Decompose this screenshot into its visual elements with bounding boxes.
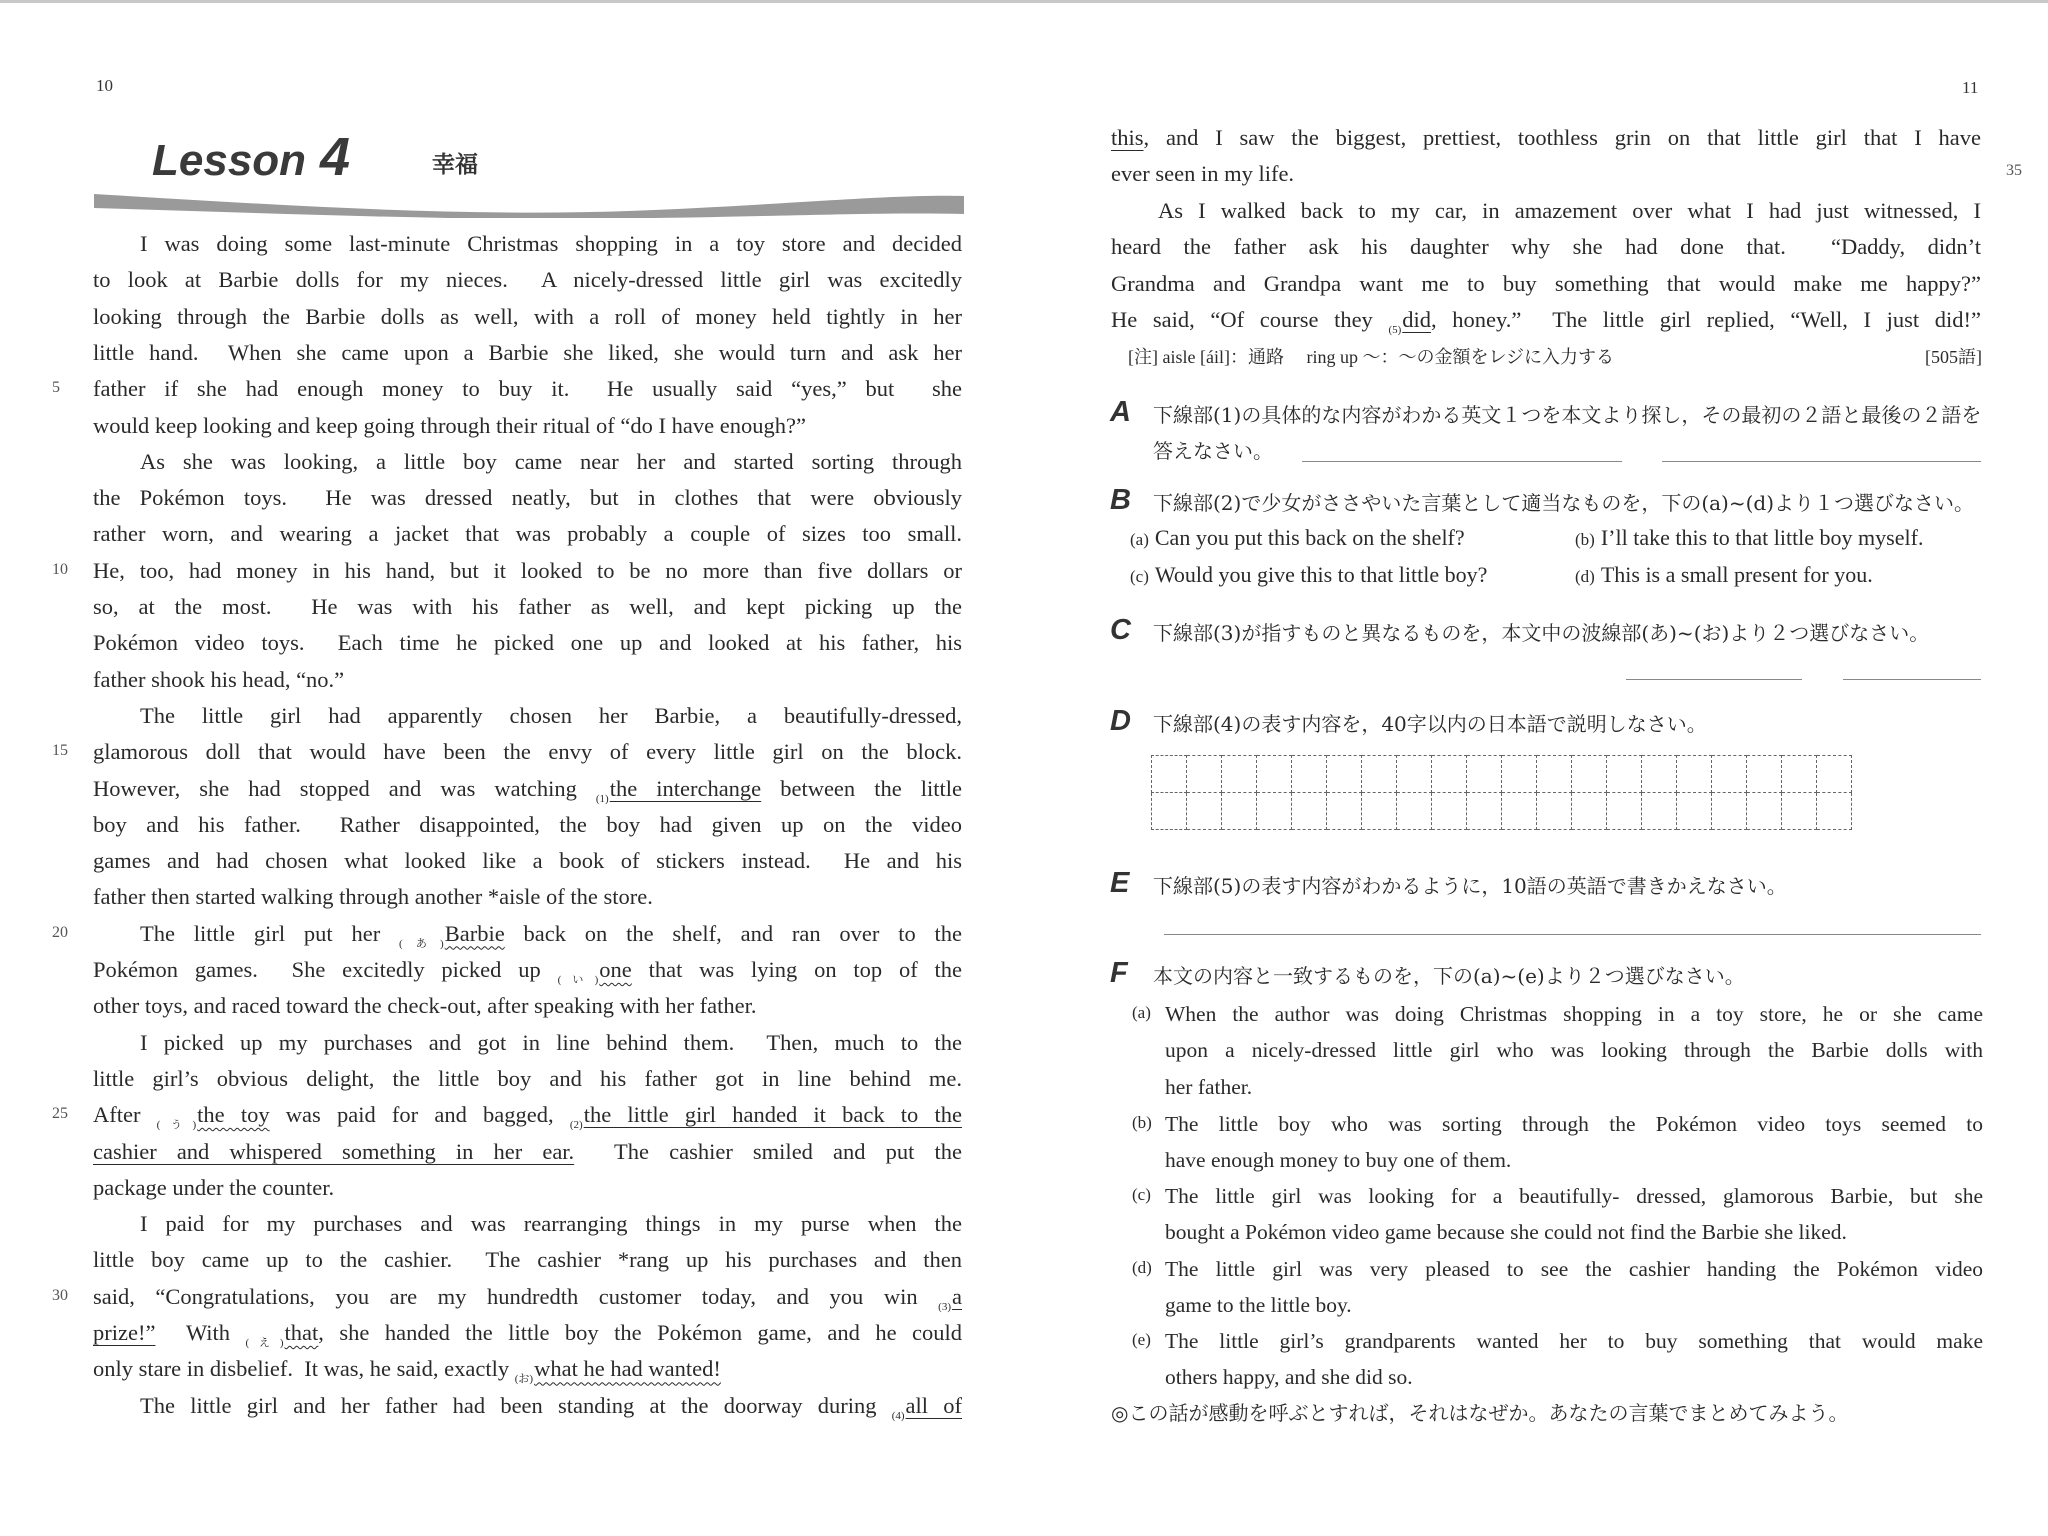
grid-cell[interactable] [1467, 756, 1502, 793]
passage-line [93, 1317, 962, 1349]
grid-cell[interactable] [1747, 756, 1782, 793]
passage-line [93, 1281, 962, 1313]
passage-line [93, 736, 962, 768]
line-number: 35 [2006, 162, 2022, 179]
line-number: 15 [52, 742, 68, 760]
lesson-number: 4 [320, 127, 351, 187]
underlined-text: cashier and whispered something in her ear. [93, 1138, 575, 1164]
grid-cell[interactable] [1607, 793, 1642, 830]
grid-cell[interactable] [1712, 756, 1747, 793]
option-f-d[interactable] [1132, 1253, 1158, 1279]
passage-line [93, 591, 962, 623]
grid-cell[interactable] [1257, 756, 1292, 793]
passage-text: would keep looking and keep going through their ritual of “do I have enough?” [93, 412, 806, 438]
grid-cell[interactable] [1397, 793, 1432, 830]
option-f-b[interactable] [1132, 1108, 1158, 1134]
underline-marker: (4) [891, 1409, 905, 1422]
passage-text: that was lying on top of the [631, 957, 963, 982]
grid-cell[interactable] [1432, 793, 1467, 830]
page-number-right: 11 [1962, 78, 1979, 97]
line-number: 20 [52, 923, 68, 941]
passage-text: glamorous doll that would have been the envy of every little girl on the block. [93, 739, 962, 765]
passage-text: The cashier smiled and put the [574, 1138, 962, 1164]
passage-line [93, 700, 962, 732]
passage-text: boy and his father. Rather disappointed, the boy had given up on the video [93, 811, 962, 837]
grid-cell[interactable] [1467, 793, 1502, 830]
note-text: [注] aisle [áil]：通路 ring up ～：～の金額をレジに入力する [1128, 347, 1614, 367]
passage-line [93, 264, 962, 296]
underline-marker: (あ) [399, 937, 444, 950]
grid-cell[interactable] [1782, 793, 1817, 830]
passage-line [93, 881, 962, 913]
option-text: I’ll take this to that little boy myself. [1600, 525, 1924, 550]
grid-cell[interactable] [1362, 756, 1397, 793]
passage-line [93, 918, 962, 950]
passage-text: As I walked back to my car, in amazement over what I had just witnessed, I [1158, 197, 1981, 223]
passage-line [93, 337, 962, 369]
passage-text: He said, “Of course they [1111, 307, 1389, 332]
grid-cell[interactable] [1572, 793, 1607, 830]
passage-line [93, 990, 962, 1022]
grid-cell[interactable] [1152, 756, 1187, 793]
grid-cell[interactable] [1187, 793, 1222, 830]
answer-grid-40-chars[interactable] [1151, 755, 1852, 830]
passage-line [1111, 304, 1981, 336]
option-b-c[interactable] [1130, 562, 1487, 588]
grid-cell[interactable] [1782, 756, 1817, 793]
grid-cell[interactable] [1222, 793, 1257, 830]
question-e-letter: E [1110, 867, 1130, 899]
grid-cell[interactable] [1747, 793, 1782, 830]
option-label[interactable]: (a) [1132, 1003, 1151, 1022]
passage-line [93, 954, 962, 986]
passage-line [93, 228, 962, 260]
grid-cell[interactable] [1292, 793, 1327, 830]
question-a-text: 下線部(1)の具体的な内容がわかる英文１つを本文より探し，その最初の２語と最後の２語を [1153, 403, 1982, 427]
passage-text: was paid for and bagged, [269, 1102, 570, 1128]
passage-text: games and had chosen what looked like a book of stickers instead. He and his [93, 848, 962, 874]
underline-marker: (え) [245, 1337, 284, 1349]
passage-text: only stare in disbelief. It was, he said, exactly [93, 1356, 515, 1382]
passage-text: the Pokémon toys. He was dressed neatly, but in clothes that were obviously [93, 485, 962, 511]
passage-line [93, 1244, 962, 1276]
passage-line [1111, 268, 1981, 300]
grid-cell[interactable] [1502, 793, 1537, 830]
option-label[interactable]: (c) [1132, 1185, 1151, 1204]
underlined-text: the interchange [609, 775, 762, 801]
option-label: (b) [1575, 530, 1595, 549]
line-number: 5 [52, 379, 60, 397]
option-b-b[interactable] [1575, 525, 1923, 551]
option-text: Can you put this back on the shelf? [1154, 525, 1465, 550]
grid-cell[interactable] [1537, 793, 1572, 830]
answer-line-a-last[interactable] [1662, 461, 1981, 462]
grid-cell[interactable] [1292, 756, 1327, 793]
closing-prompt: ◎この話が感動を呼ぶとすれば，それはなぜか。あなたの言葉でまとめてみよう。 [1111, 1401, 1849, 1425]
passage-text: rather worn, and wearing a jacket that was probably a couple of sizes too small. [93, 521, 962, 547]
answer-line-c-2[interactable] [1843, 679, 1981, 680]
grid-cell[interactable] [1222, 756, 1257, 793]
page-number-left: 10 [96, 76, 113, 95]
underline-marker: (1) [595, 792, 609, 805]
option-text-line: upon a nicely-dressed little girl who was looking through the Barbie dolls with [1165, 1038, 1983, 1063]
passage-text: said, “Congratulations, you are my hundredth customer today, and you win [93, 1283, 939, 1309]
underlined-text: prize!” [93, 1320, 156, 1345]
passage-text: , and I saw the biggest, prettiest, toothless grin on that little girl that I have [1143, 125, 1981, 150]
wavy-underlined-text: that [284, 1320, 319, 1345]
passage-text: As she was looking, a little boy came near her and started sorting through [140, 448, 962, 474]
passage-line [93, 809, 962, 841]
lesson-label: Lesson [152, 136, 307, 185]
passage-line [93, 1136, 962, 1168]
question-a-text-cont: 答えなさい。 [1153, 439, 1273, 463]
passage-text: little girl’s obvious delight, the little boy and his father got in line behind me. [93, 1065, 962, 1091]
passage-text: With [155, 1320, 246, 1345]
underline-marker: (い) [557, 974, 599, 986]
grid-cell[interactable] [1817, 793, 1852, 830]
passage-text: Grandma and Grandpa want me to buy something that would make me happy?” [1111, 270, 1981, 296]
word-count: [505語] [1925, 347, 1982, 367]
passage-text: back on the shelf, and ran over to the [504, 920, 963, 946]
option-text: Would you give this to that little boy? [1154, 562, 1488, 587]
passage-line [1111, 231, 1981, 263]
passage-text: He, too, had money in his hand, but it looked to be no more than five dollars or [93, 557, 962, 583]
grid-cell[interactable] [1397, 756, 1432, 793]
grid-cell[interactable] [1152, 793, 1187, 830]
grid-cell[interactable] [1642, 756, 1677, 793]
passage-text: ever seen in my life. [1111, 161, 1295, 187]
passage-line [93, 410, 962, 442]
passage-text: , honey.” The little girl replied, “Well, I just did!” [1431, 307, 1981, 332]
passage-line [93, 1063, 962, 1095]
option-f-a[interactable] [1132, 998, 1157, 1024]
passage-text: little boy came up to the cashier. The cashier *rang up his purchases and then [93, 1247, 962, 1273]
grid-cell[interactable] [1642, 793, 1677, 830]
passage-text: The little girl had apparently chosen her Barbie, a beautifully-dressed, [140, 702, 962, 728]
underline-marker: (5) [1388, 324, 1402, 336]
underlined-text: a [952, 1283, 962, 1309]
line-number: 30 [52, 1286, 68, 1304]
passage-text: father if she had enough money to buy it. He usually said “yes,” but she [93, 376, 962, 402]
wavy-underlined-text: Barbie [444, 920, 505, 946]
question-c-letter: C [1110, 614, 1131, 646]
passage-text: The little girl put her [140, 920, 400, 946]
passage-text: I paid for my purchases and was rearranging things in my purse when the [140, 1211, 962, 1237]
passage-line [93, 1353, 962, 1385]
option-text-line: bought a Pokémon video game because she could not find the Barbie she liked. [1165, 1220, 1847, 1245]
grid-cell[interactable] [1677, 756, 1712, 793]
underline-marker: (お) [514, 1373, 534, 1386]
answer-line-c-1[interactable] [1626, 679, 1802, 680]
passage-line [93, 555, 962, 587]
line-number: 25 [52, 1105, 68, 1123]
passage-text: little hand. When she came upon a Barbie she liked, she would turn and ask her [93, 339, 962, 365]
option-text-line: game to the little boy. [1165, 1293, 1352, 1318]
grid-cell[interactable] [1677, 793, 1712, 830]
underline-marker: (3) [938, 1300, 951, 1313]
passage-text: father shook his head, “no.” [93, 666, 345, 692]
grid-cell[interactable] [1712, 793, 1747, 830]
passage-line [93, 446, 962, 478]
underlined-text: did [1402, 307, 1432, 332]
option-label[interactable]: (b) [1132, 1113, 1152, 1132]
grid-cell[interactable] [1362, 793, 1397, 830]
grid-cell[interactable] [1537, 756, 1572, 793]
question-f-text: 本文の内容と一致するものを，下の(a)~(e)より２つ選びなさい。 [1153, 964, 1745, 988]
passage-line [93, 1390, 962, 1422]
lesson-subtitle: 幸福 [432, 152, 478, 178]
answer-line-e[interactable] [1164, 934, 1981, 935]
option-text-line: her father. [1165, 1074, 1253, 1099]
option-f-c[interactable] [1132, 1180, 1157, 1206]
passage-line [1111, 122, 1981, 154]
lesson-title [152, 126, 350, 188]
option-text-line: The little girl was looking for a beautifully- dressed, glamorous Barbie, but she [1165, 1184, 1983, 1208]
grid-cell[interactable] [1572, 756, 1607, 793]
underline-marker: (う) [156, 1119, 197, 1132]
grid-cell[interactable] [1502, 756, 1537, 793]
wavy-underlined-text: the toy [197, 1102, 270, 1128]
grid-cell[interactable] [1187, 756, 1222, 793]
question-f-letter: F [1110, 957, 1128, 989]
passage-text: After [93, 1102, 157, 1128]
passage-text: Pokémon video toys. Each time he picked one up and looked at his father, his [93, 630, 962, 656]
wavy-underlined-text: one [599, 957, 632, 982]
grid-cell[interactable] [1327, 756, 1362, 793]
option-label: (a) [1130, 530, 1149, 549]
passage-line [93, 845, 962, 877]
passage-line [1111, 195, 1981, 227]
question-c-text: 下線部(3)が指すものと異なるものを，本文中の波線部(あ)~(お)より２つ選びなさい。 [1153, 621, 1930, 645]
option-text-line: have enough money to buy one of them. [1165, 1148, 1512, 1173]
underline-marker: (2) [569, 1119, 583, 1132]
passage-line [93, 1099, 962, 1131]
passage-text: heard the father ask his daughter why she had done that. “Daddy, didn’t [1111, 234, 1981, 260]
grid-cell[interactable] [1432, 756, 1467, 793]
passage-line [1111, 158, 1981, 190]
passage-line [93, 301, 962, 333]
grid-cell[interactable] [1327, 793, 1362, 830]
passage-text: to look at Barbie dolls for my nieces. A nicely-dressed little girl was excitedly [93, 267, 962, 293]
vocabulary-note [1128, 343, 1982, 369]
wavy-underlined-text: what he had wanted! [534, 1356, 721, 1382]
option-text-line: When the author was doing Christmas shopping in a toy store, he or she came [1165, 1002, 1983, 1026]
option-text-line: The little girl was very pleased to see the cashier handing the Pokémon video [1165, 1257, 1983, 1281]
passage-line [93, 373, 962, 405]
option-text: This is a small present for you. [1600, 562, 1873, 587]
passage-text: package under the counter. [93, 1174, 335, 1200]
passage-text: looking through the Barbie dolls as well, with a roll of money held tightly in her [93, 303, 962, 329]
question-d-text: 下線部(4)の表す内容を，40字以内の日本語で説明しなさい。 [1153, 712, 1707, 736]
passage-text: father then started walking through another *aisle of the store. [93, 884, 653, 910]
passage-line [93, 1027, 962, 1059]
question-a-letter: A [1110, 396, 1131, 428]
passage-line [93, 627, 962, 659]
option-label: (d) [1575, 567, 1595, 586]
underlined-text: this [1111, 125, 1144, 150]
grid-cell[interactable] [1607, 756, 1642, 793]
passage-line [93, 664, 962, 696]
option-label[interactable]: (d) [1132, 1258, 1152, 1277]
scan-edge [0, 0, 2048, 3]
underlined-text: all of [905, 1392, 963, 1418]
passage-line [93, 518, 962, 550]
underlined-text: the little girl handed it back to the [583, 1102, 962, 1128]
option-label[interactable]: (e) [1132, 1330, 1151, 1349]
passage-text: The little girl and her father had been standing at the doorway during [140, 1392, 892, 1418]
answer-line-a-first[interactable] [1302, 461, 1622, 462]
question-e-text: 下線部(5)の表す内容がわかるように，10語の英語で書きかえなさい。 [1153, 874, 1787, 898]
passage-line [93, 1208, 962, 1240]
option-b-a[interactable] [1130, 525, 1465, 551]
passage-line [93, 482, 962, 514]
passage-text: , she handed the little boy the Pokémon game, and he could [318, 1320, 963, 1345]
option-text-line: others happy, and she did so. [1165, 1365, 1413, 1390]
option-text-line: The little girl’s grandparents wanted her to buy something that would make [1165, 1329, 1983, 1353]
passage-text: Pokémon games. She excitedly picked up [93, 957, 558, 982]
grid-cell[interactable] [1817, 756, 1852, 793]
passage-line [93, 1172, 962, 1204]
question-b-text: 下線部(2)で少女がささやいた言葉として適当なものを，下の(a)~(d)より１つ選びなさい。 [1153, 491, 1975, 515]
question-b-letter: B [1110, 484, 1131, 516]
option-f-e[interactable] [1132, 1325, 1157, 1351]
question-d-letter: D [1110, 705, 1131, 737]
passage-text: other toys, and raced toward the check-out, after speaking with her father. [93, 993, 757, 1019]
line-number: 10 [52, 560, 68, 578]
option-text-line: The little boy who was sorting through the Pokémon video toys seemed to [1165, 1112, 1983, 1136]
passage-text: I was doing some last-minute Christmas shopping in a toy store and decided [140, 231, 962, 256]
passage-text: so, at the most. He was with his father as well, and kept picking up the [93, 594, 962, 619]
title-wave-band [94, 184, 964, 218]
passage-line [93, 773, 962, 805]
grid-cell[interactable] [1257, 793, 1292, 830]
passage-text: between the little [761, 775, 962, 801]
passage-text: However, she had stopped and was watching [93, 775, 596, 801]
option-label: (c) [1130, 567, 1149, 586]
passage-text: I picked up my purchases and got in line behind them. Then, much to the [140, 1029, 962, 1055]
option-b-d[interactable] [1575, 562, 1873, 588]
